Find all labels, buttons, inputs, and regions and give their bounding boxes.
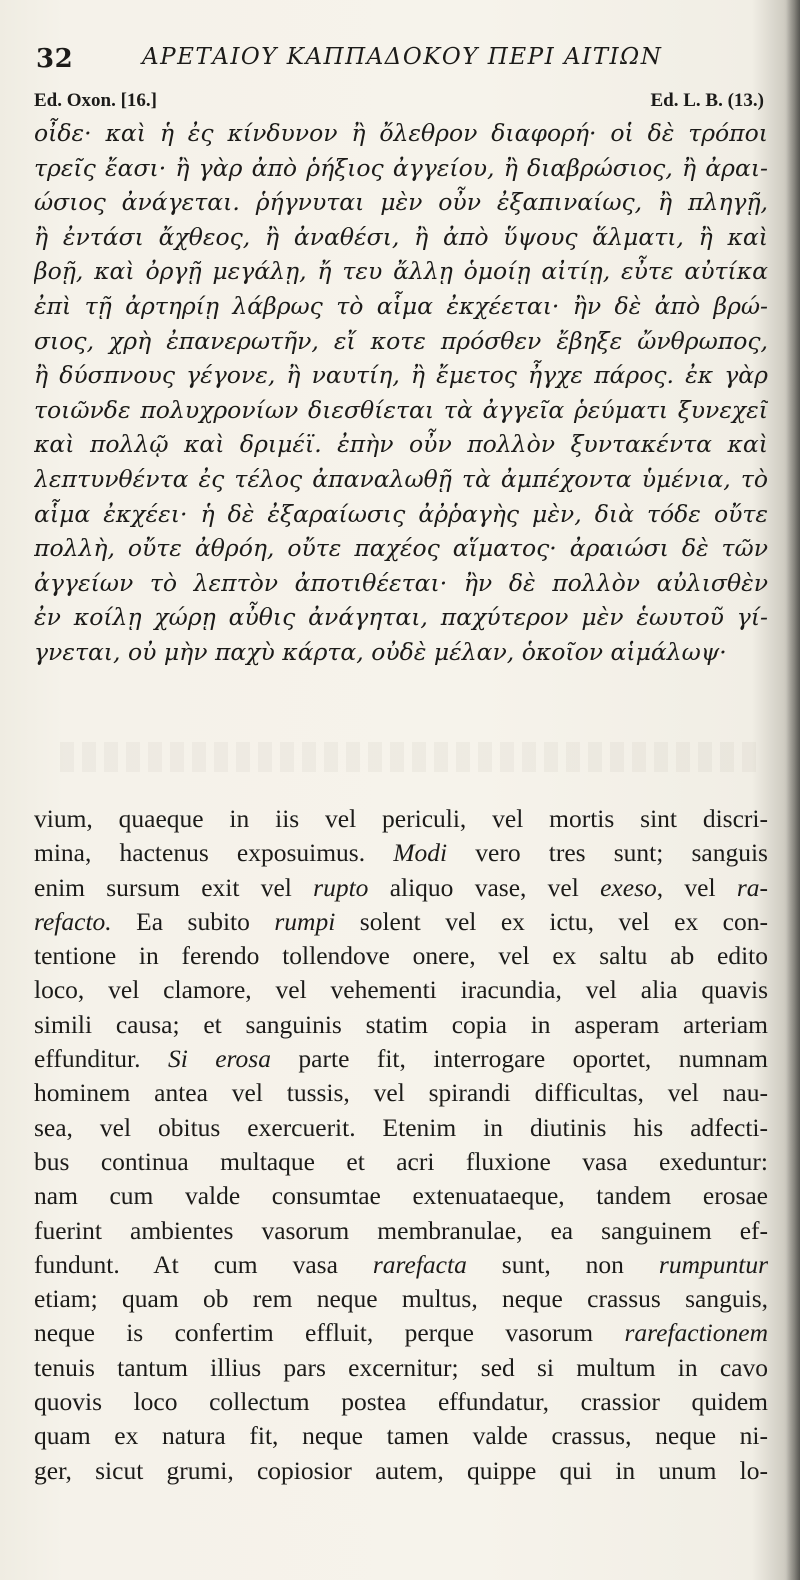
running-title: ΑΡΕΤΑΙΟΥ ΚΑΠΠΑΔΟΚΟΥ ΠΕΡΙ ΑΙΤΙΩΝ — [142, 44, 663, 70]
italic-term: rarefacta — [372, 1249, 467, 1279]
text-segment: parte fit, interrogare oportet, numnam — [270, 1044, 768, 1074]
greek-text-line: ώσιος ἀνάγεται. ῥήγνυται μὲν οὖν ἐξαπιναίως, ἢ πληγῇ, — [34, 188, 768, 217]
latin-text-line — [34, 1419, 768, 1453]
text-segment: , vel — [656, 872, 737, 902]
latin-text-line — [34, 1042, 768, 1076]
latin-text-line — [34, 1145, 768, 1179]
greek-text-line: σιος, χρὴ ἐπανερωτῆν, εἴ κοτε πρόσθεν ἔβηξε ὤνθρωπος, — [34, 326, 768, 355]
text-segment: tentione in ferendo tollendove onere, vel ex saltu ab edito — [34, 941, 768, 971]
greek-text-line: γνεται, οὐ μὴν παχὺ κάρτα, οὐδὲ μέλαν, ὁκοῖον αἱμάλωψ· — [34, 637, 727, 666]
show-through-bleed — [60, 742, 760, 772]
italic-term: Modi — [393, 838, 448, 868]
text-segment: quam ex natura fit, neque tamen valde crassus, neque ni- — [34, 1421, 768, 1451]
latin-text-line — [34, 1111, 768, 1145]
text-segment: mina, hactenus exposuimus. — [34, 838, 394, 868]
latin-text-line — [34, 1385, 768, 1419]
text-segment: effunditur. — [34, 1044, 168, 1074]
latin-text-line — [34, 1248, 768, 1282]
text-segment: hominem antea vel tussis, vel spirandi difficultas, vel nau- — [34, 1078, 768, 1108]
text-segment: sea, vel obitus exercuerit. Etenim in diutinis his adfecti- — [34, 1112, 768, 1142]
latin-translation-block — [34, 802, 768, 1488]
latin-text-line — [34, 1179, 768, 1213]
edition-reference-right: Ed. L. B. (13.) — [650, 90, 764, 111]
latin-text-line — [34, 1454, 768, 1488]
text-segment: ger, sicut grumi, copiosior autem, quippe qui in unum lo- — [34, 1455, 768, 1485]
text-segment: vero tres sunt; sanguis — [447, 838, 768, 868]
italic-term: ra- — [736, 872, 768, 902]
text-segment: tenuis tantum illius pars excernitur; sed si multum in cavo — [34, 1352, 768, 1382]
greek-text-line: αἷμα ἐκχέει· ἡ δὲ ἐξαραίωσις ἀῤῥαγὴς μὲν, διὰ τόδε οὔτε — [34, 499, 768, 528]
greek-text-line: τοιῶνδε πολυχρονίων διεσθίεται τὰ ἀγγεῖα ῥεύματι ξυνεχεῖ — [34, 395, 768, 424]
latin-text-line — [34, 939, 768, 973]
greek-text-line: ἢ δύσπνους γέγονε, ἢ ναυτίη, ἢ ἔμετος ἦγχε πάρος. ἐκ γὰρ — [34, 361, 768, 390]
latin-text-line — [34, 836, 768, 870]
text-segment: quovis loco collectum postea effundatur, crassior quidem — [34, 1387, 768, 1417]
text-segment: simili causa; et sanguinis statim copia in asperam arteriam — [34, 1009, 768, 1039]
text-segment: bus continua multaque et acri fluxione vasa exeduntur: — [34, 1146, 768, 1176]
text-segment: enim sursum exit vel — [34, 872, 314, 902]
latin-text-line — [34, 1214, 768, 1248]
text-segment: solent vel ex ictu, vel ex con- — [335, 906, 768, 936]
greek-text-line: ἢ ἐντάσι ἄχθεος, ἢ ἀναθέσι, ἢ ἀπὸ ὕψους ἅλματι, ἢ καὶ — [34, 222, 768, 251]
greek-text-line: ἐν κοίλῃ χώρῃ αὖθις ἀνάγηται, παχύτερον μὲν ἑωυτοῦ γί- — [34, 603, 768, 632]
latin-text-line — [34, 1008, 768, 1042]
greek-text-line: ἀγγείων τὸ λεπτὸν ἀποτιθέεται· ἢν δὲ πολλὸν αὐλισθὲν — [34, 568, 768, 597]
latin-text-line — [34, 1316, 768, 1350]
text-segment: fuerint ambientes vasorum membranulae, ea sanguinem ef- — [34, 1215, 768, 1245]
italic-term: rumpuntur — [658, 1249, 768, 1279]
italic-term: refacto. — [34, 906, 112, 936]
latin-text-line — [34, 1076, 768, 1110]
text-segment: sunt, non — [466, 1249, 659, 1279]
text-segment: nam cum valde consumtae extenuataeque, tandem erosae — [34, 1181, 768, 1211]
text-segment: vium, quaeque in iis vel periculi, vel mortis sint discri- — [34, 804, 768, 833]
italic-term: exeso — [600, 872, 657, 902]
greek-text-line: λεπτυνθέντα ἐς τέλος ἀπαναλωθῇ τὰ ἀμπέχοντα ὑμένια, τὸ — [34, 464, 768, 493]
text-segment: neque is confertim effluit, perque vasorum — [34, 1318, 625, 1348]
text-segment: loco, vel clamore, vel vehementi iracundia, vel alia quavis — [34, 975, 768, 1005]
italic-term: Si erosa — [167, 1044, 271, 1074]
page-edge-shadow — [786, 0, 800, 1580]
italic-term: rumpi — [274, 906, 336, 936]
text-segment: etiam; quam ob rem neque multus, neque crassus sanguis, — [34, 1284, 768, 1314]
greek-text-line: πολλὴ, οὔτε ἀθρόη, οὔτε παχέος αἵματος· ἀραιώσι δὲ τῶν — [34, 534, 768, 563]
latin-text-line — [34, 905, 768, 939]
latin-text-line — [34, 1351, 768, 1385]
greek-text-line: οἶδε· καὶ ἡ ἐς κίνδυνον ἢ ὄλεθρον διαφορή· οἱ δὲ τρόποι — [34, 119, 768, 147]
greek-text-line: ἐπὶ τῇ ἀρτηρίῃ λάβρως τὸ αἷμα ἐκχέεται· ἢν δὲ ἀπὸ βρώ- — [34, 291, 768, 320]
italic-term: rarefactionem — [624, 1318, 768, 1348]
greek-text-line: καὶ πολλῷ καὶ δριμέϊ. ἐπὴν οὖν πολλὸν ξυντακέντα καὶ — [34, 430, 768, 459]
latin-text-line — [34, 973, 768, 1007]
latin-text-line — [34, 1282, 768, 1316]
text-segment: aliquo vase, vel — [368, 872, 601, 902]
text-segment: Ea subito — [111, 906, 275, 936]
latin-text-line — [34, 802, 768, 836]
italic-term: rupto — [313, 872, 369, 902]
page-number: 32 — [36, 44, 74, 74]
edition-reference-left: Ed. Oxon. [16.] — [34, 90, 157, 111]
latin-text-line — [34, 871, 768, 905]
greek-text-line: βοῇ, καὶ ὀργῇ μεγάλῃ, ἤ τευ ἄλλῃ ὁμοίῃ αἰτίῃ, εὖτε αὐτίκα — [34, 257, 768, 286]
greek-text-block — [34, 116, 768, 670]
text-segment: fundunt. At cum vasa — [34, 1249, 373, 1279]
greek-text-line: τρεῖς ἔασι· ἢ γὰρ ἀπὸ ῥήξιος ἀγγείου, ἢ διαβρώσιος, ἢ ἀραι- — [34, 153, 768, 182]
